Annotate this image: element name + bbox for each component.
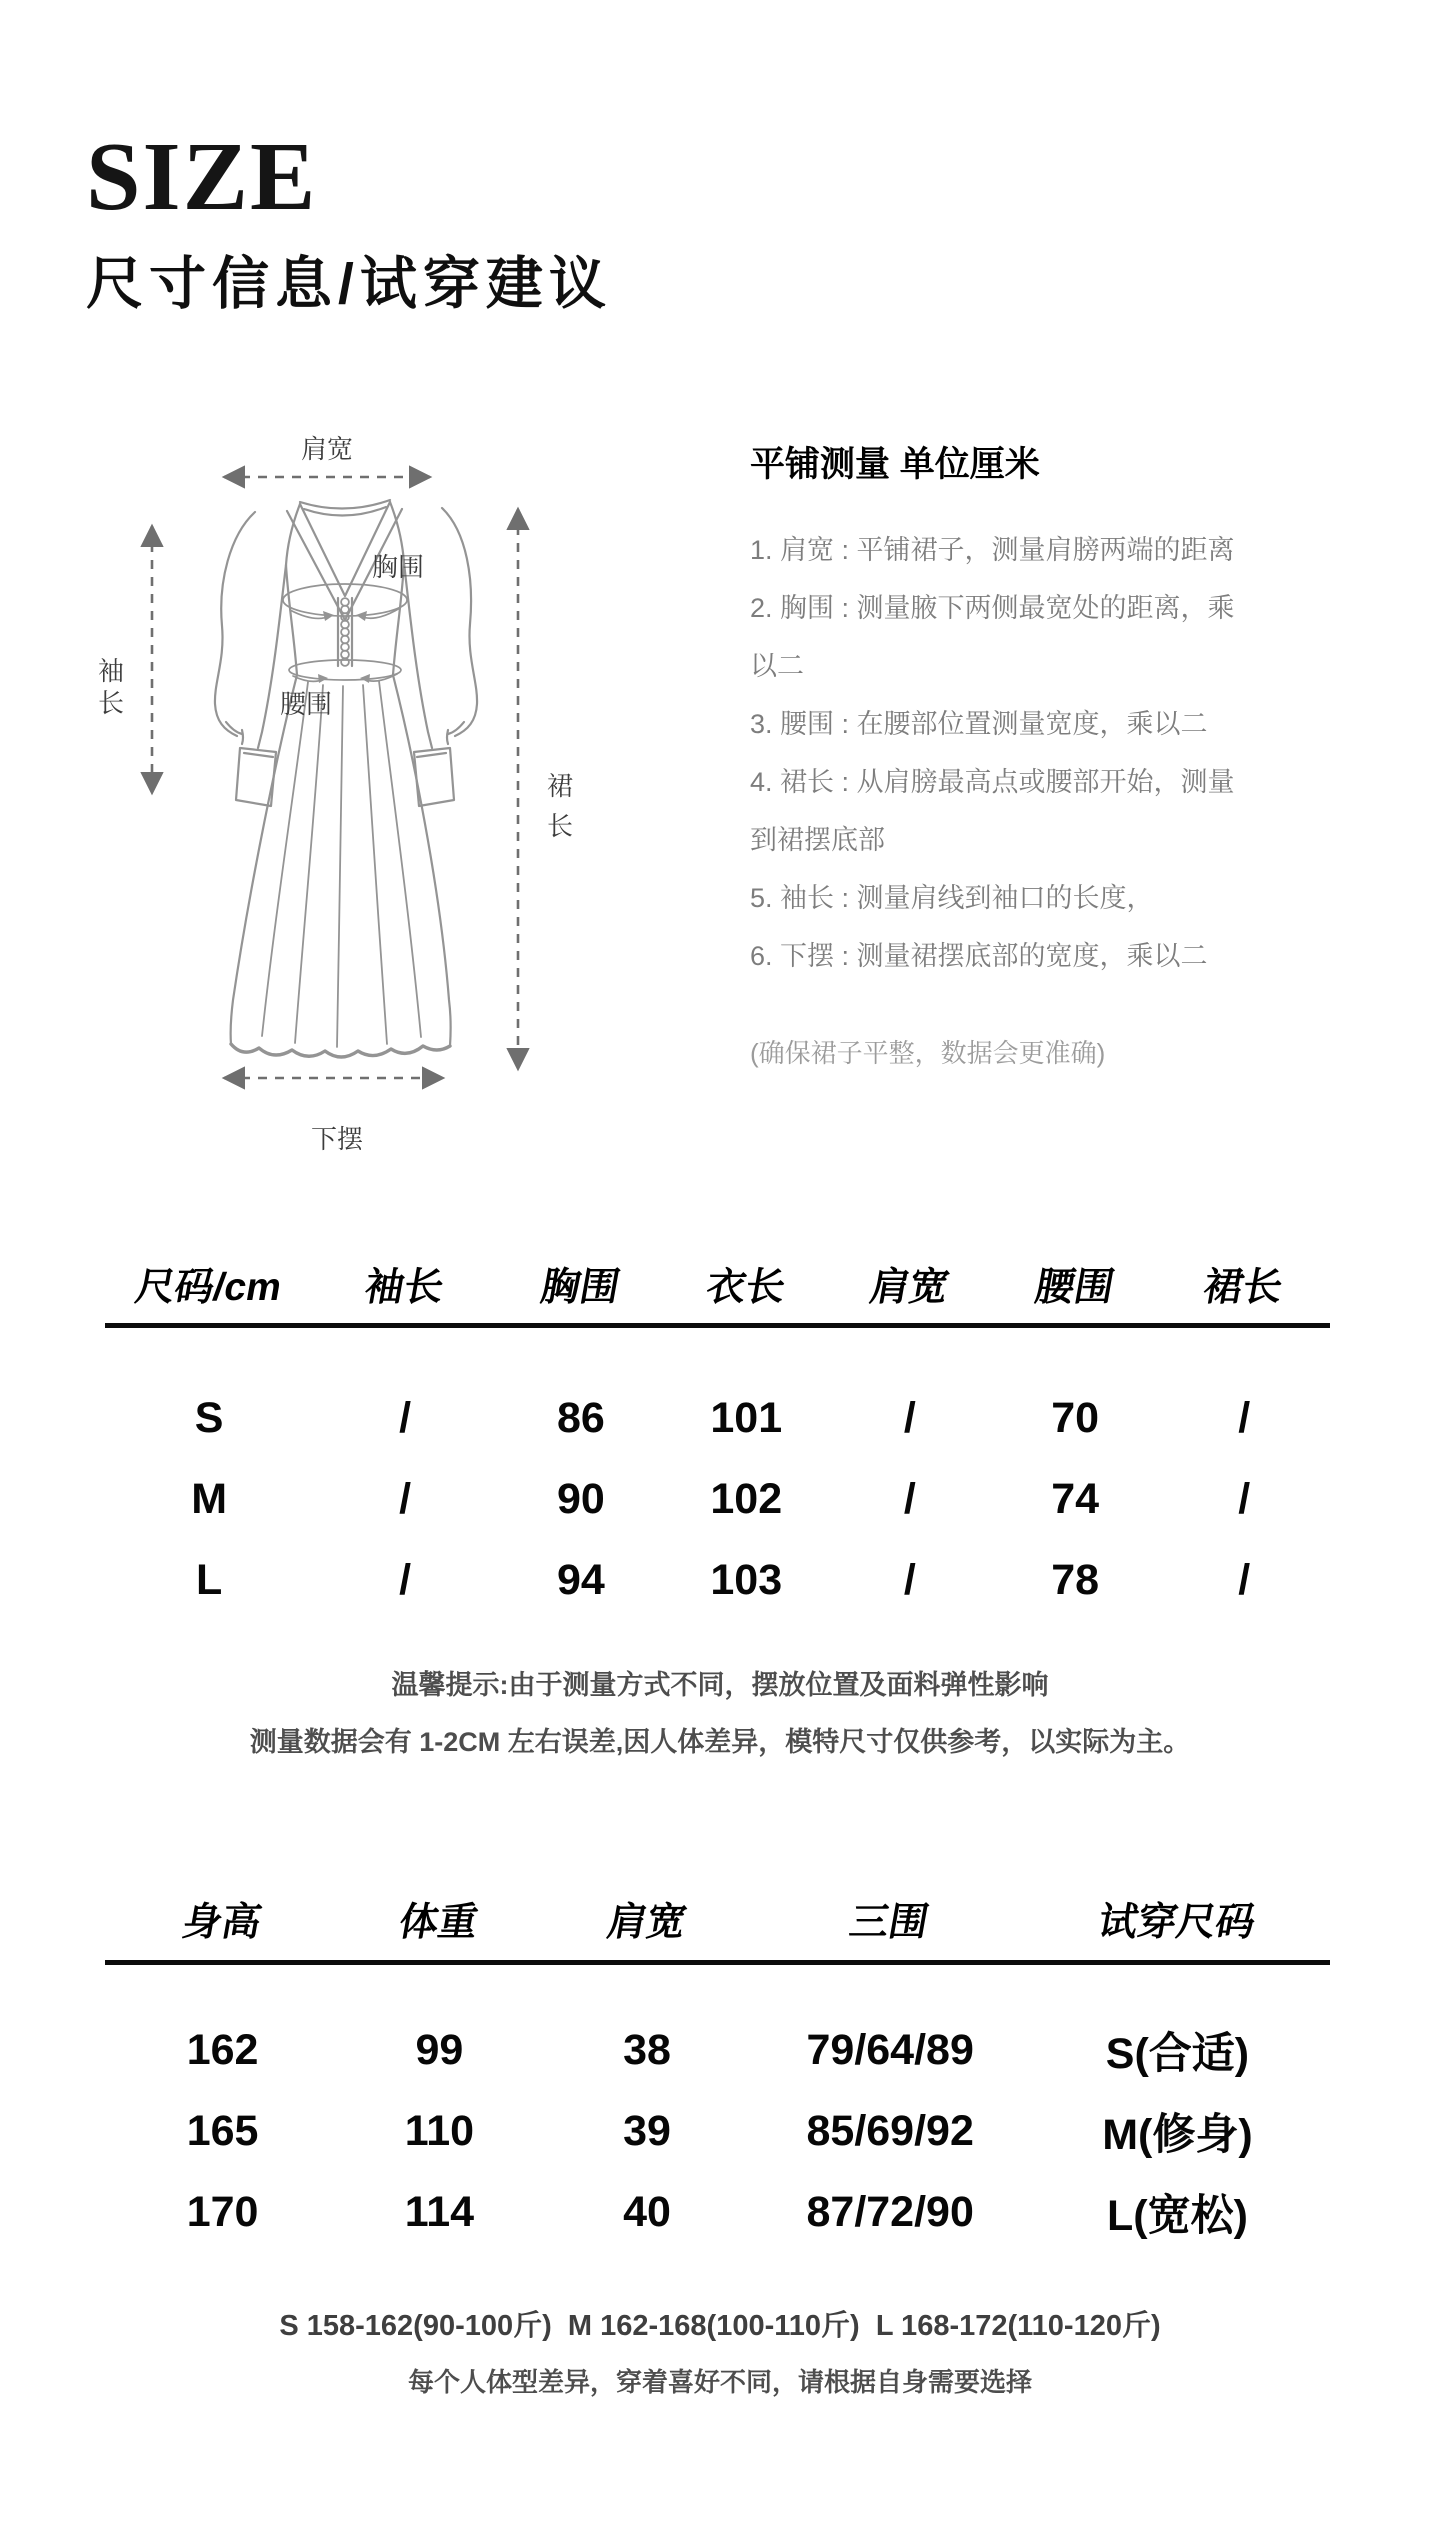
cell: 70 [1051,1394,1100,1442]
header-cell-garment-length: 衣长 [702,1266,789,1309]
size-range-line: S 158-162(90-100斤) M 162-168(100-110斤) L 168-172(110-120斤) [279,2310,1161,2342]
cell: 74 [1051,1475,1100,1523]
cell: / [1238,1475,1251,1523]
table-row-model-1 [105,2010,1330,2091]
tips-line-1: 温馨提示:由于测量方式不同，摆放位置及面料弹性影响 [391,1670,1049,1700]
button-loops [341,598,349,666]
garment-size-table-header [105,1245,1330,1328]
cell: 101 [710,1394,783,1442]
measure-guide [750,437,1415,1070]
choose-by-need-line: 每个人体型差异，穿着喜好不同，请根据自身需要选择 [407,2367,1032,2397]
guide-line: 1. 肩宽 : 平铺裙子，测量肩膀两端的距离 [750,535,1235,565]
cell: / [1238,1556,1251,1604]
cell: / [1238,1394,1251,1442]
model-tryon-table [105,1878,1330,2253]
sleeve-length-label-char1: 袖 [97,656,125,686]
table-row-model-2 [105,2091,1330,2172]
header-cell-measurements: 三围 [846,1901,933,1944]
page-subtitle: 尺寸信息/试穿建议 [86,252,612,316]
cell: / [903,1556,916,1604]
measurement-tips [0,1668,1440,1759]
table-row-size-l [105,1540,1330,1621]
waist-label: 腰围 [280,689,333,719]
model-tryon-table-header [105,1878,1330,1965]
cell: S [194,1394,224,1442]
bust-label: 胸围 [372,552,425,582]
garment-size-table-body [105,1378,1330,1621]
dress-measurement-diagram [90,430,690,1170]
header-cell-size-cm: 尺码/cm [132,1266,285,1309]
cell: / [399,1556,412,1604]
cell: 40 [623,2188,671,2236]
cell: 99 [415,2026,464,2074]
ellipse-arrowheads [318,611,370,683]
header-cell-tryon-size: 试穿尺码 [1095,1901,1259,1944]
guide-line: 6. 下摆 : 测量裙摆底部的宽度，乘以二 [750,941,1208,971]
cell: 162 [186,2026,259,2074]
measure-guide-list [750,521,1415,985]
measure-guide-note: (确保裙子平整，数据会更准确) [750,1038,1106,1068]
cell: 90 [556,1475,605,1523]
guide-line: 2. 胸围 : 测量腋下两侧最宽处的距离，乘 [750,593,1235,623]
model-tryon-table-body [105,2010,1330,2253]
header-cell-waist: 腰围 [1031,1266,1118,1309]
guide-line: 4. 裙长 : 从肩膀最高点或腰部开始，测量 [750,767,1235,797]
cell: 94 [556,1556,605,1604]
table-row-size-s [105,1378,1330,1459]
guide-line: 到裙摆底部 [750,825,885,855]
header-cell-weight: 体重 [395,1901,482,1944]
cell: / [903,1475,916,1523]
header-cell-shoulder: 肩宽 [866,1266,952,1309]
cell: 87/72/90 [806,2188,974,2236]
table-row-model-3 [105,2172,1330,2253]
header-cell-skirt-length: 裙长 [1200,1266,1287,1309]
table-row-size-m [105,1459,1330,1540]
cell: 38 [623,2026,671,2074]
shoulder-width-label: 肩宽 [300,434,354,464]
cell: S(合适) [1105,2030,1250,2078]
cell: 85/69/92 [806,2107,974,2155]
hem-width-label: 下摆 [310,1124,364,1154]
cell: 79/64/89 [806,2026,974,2074]
garment-size-table [105,1245,1330,1621]
guide-line: 5. 袖长 : 测量肩线到袖口的长度， [750,883,1154,913]
page-title: SIZE [86,123,318,231]
cell: 114 [404,2188,475,2236]
skirt-length-label-char2: 长 [546,811,574,841]
guide-line: 以二 [750,651,804,681]
cell: 102 [710,1475,783,1523]
cell: 86 [556,1394,605,1442]
sleeve-length-label-char2: 长 [97,688,125,718]
cell: L [195,1556,223,1604]
header-cell-sleeve: 袖长 [361,1266,448,1309]
cell: 170 [186,2188,259,2236]
cell: M [191,1475,228,1523]
cell: / [903,1394,916,1442]
cell: 78 [1051,1556,1100,1604]
header-cell-bust: 胸围 [537,1266,624,1309]
guide-line: 3. 腰围 : 在腰部位置测量宽度，乘以二 [750,709,1208,739]
skirt-length-label-char1: 裙 [546,771,574,801]
cell: / [399,1475,412,1523]
cell: 165 [186,2107,259,2155]
header-cell-shoulder: 肩宽 [603,1901,690,1944]
cell: M(修身) [1102,2111,1253,2159]
dress-line-art [215,500,477,1057]
cell: 39 [623,2107,671,2155]
measure-guide-heading: 平铺测量 单位厘米 [750,445,1040,484]
tips-line-2: 测量数据会有 1-2CM 左右误差,因人体差异，模特尺寸仅供参考，以实际为主。 [249,1727,1191,1757]
cell: 110 [404,2107,475,2155]
cell: / [399,1394,412,1442]
header-cell-height: 身高 [179,1901,265,1944]
cell: 103 [710,1556,783,1604]
cell: L(宽松) [1106,2192,1248,2240]
size-recommendation-footer [0,2306,1440,2402]
